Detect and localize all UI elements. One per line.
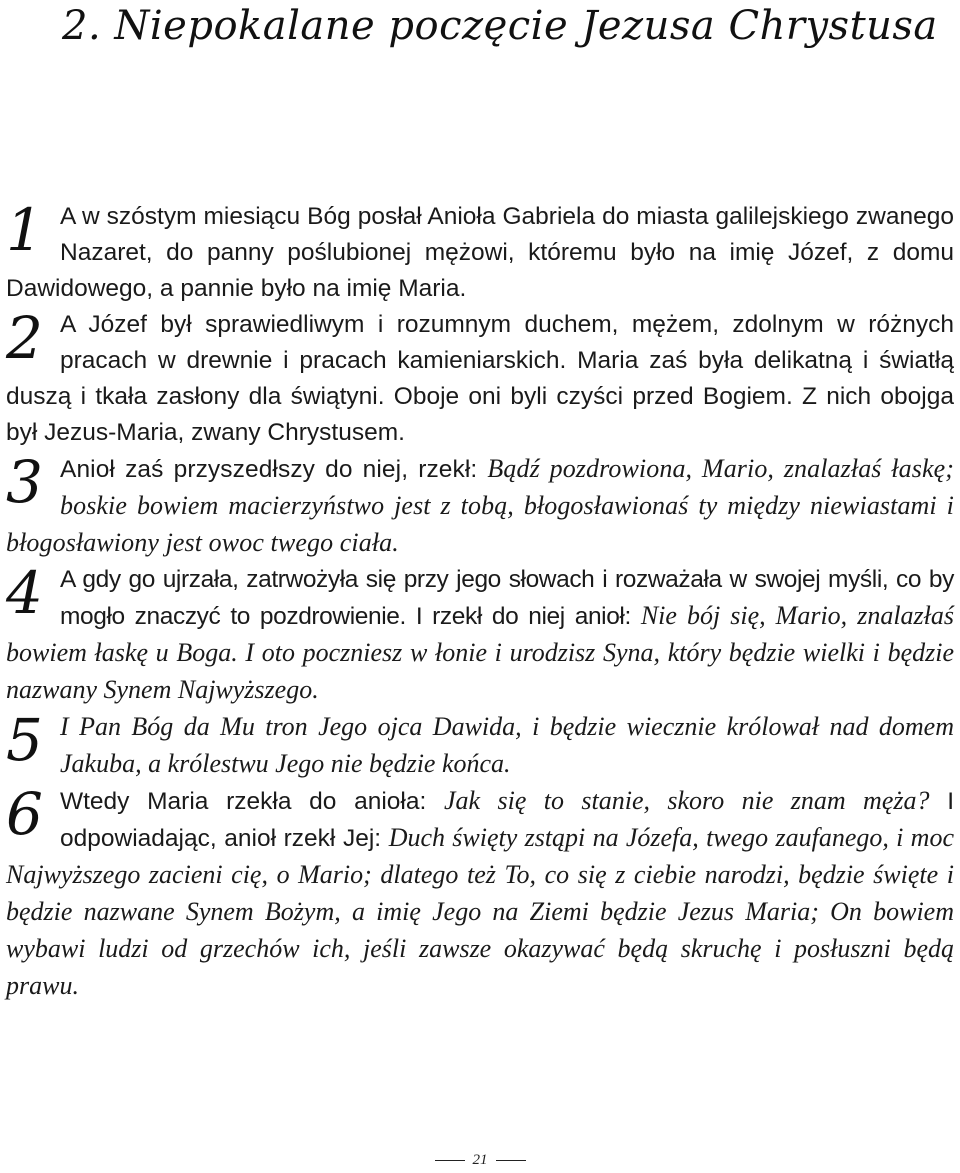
chapter-title: 2. Niepokalane poczęcie Jezusa Chrystusa <box>62 3 938 49</box>
verse-4 <box>6 559 955 709</box>
page-number-footer <box>0 1150 960 1170</box>
verse-3 <box>6 448 954 562</box>
verse-2 <box>6 304 954 451</box>
verse-quote: Nie bój się, Mario, znalazłaś bowiem łaskę u Boga. I oto poczniesz w łonie i urodzisz Syna, który będzie wielki i będzie nazwany Synem Najwyższego. <box>6 601 955 704</box>
verse-text: A Józef był sprawiedliwym i rozumnym duchem, mężem, zdolnym w różnych pracach w drewnie i pracach kamieniarskich. Maria zaś była delikatną i światłą duszą i tkała zasłony dla świątyni. Oboje oni byli czyści przed Bogiem. Z nich obojga był Jezus-Maria, zwany Chrystusem. <box>6 311 954 446</box>
verse-number: 6 <box>6 780 43 848</box>
verse-1 <box>6 196 954 307</box>
footer-dash-left <box>435 1160 465 1161</box>
verse-quote: Jak się to stanie, skoro nie znam męża? <box>444 786 930 815</box>
verse-6 <box>6 780 954 1005</box>
verse-text: I odpowiadając, anioł rzekł Jej: <box>60 788 954 852</box>
verse-text: Wtedy Maria rzekła do anioła: <box>60 788 445 815</box>
verse-list <box>6 196 955 1005</box>
verse-number: 1 <box>6 196 43 264</box>
page-number: 21 <box>472 1152 488 1168</box>
verse-quote: I Pan Bóg da Mu tron Jego ojca Dawida, i będzie wiecznie królował nad domem Jakuba, a królestwu Jego nie będzie końca. <box>60 712 954 778</box>
verse-text: A w szóstym miesiącu Bóg posłał Anioła Gabriela do miasta galilejskiego zwanego Nazaret, do panny poślubionej mężowi, któremu było na imię Józef, z domu Dawidowego, a pannie było na imię Maria. <box>6 203 954 302</box>
footer-dash-right <box>496 1160 526 1161</box>
verse-quote: Bądź pozdrowiona, Mario, znalazłaś łaskę; boskie bowiem macierzyństwo jest z tobą, błogosławionaś ty między niewiastami i błogosławiony jest owoc twego ciała. <box>6 454 954 557</box>
verse-number: 2 <box>6 304 43 372</box>
verse-5 <box>6 706 954 783</box>
verse-text: A gdy go ujrzała, zatrwożyła się przy jego słowach i rozważała w swojej myśli, co by mogło znaczyć to pozdrowienie. I rzekł do niej anioł: <box>60 566 954 630</box>
verse-number: 4 <box>6 559 43 627</box>
verse-number: 3 <box>6 448 44 516</box>
verse-text: Anioł zaś przyszedłszy do niej, rzekł: <box>60 456 488 483</box>
verse-number: 5 <box>6 706 43 774</box>
verse-quote: Duch święty zstąpi na Józefa, twego zaufanego, i moc Najwyższego zacieni cię, o Mario; dlatego też To, co się z ciebie narodzi, będzie święte i będzie nazwane Synem Bożym, a imię Jego na Ziemi będzie Jezus Maria; On bowiem wybawi ludzi od grzechów ich, jeśli zawsze okazywać będą skruchę i posłuszni będą prawu. <box>6 823 954 1000</box>
